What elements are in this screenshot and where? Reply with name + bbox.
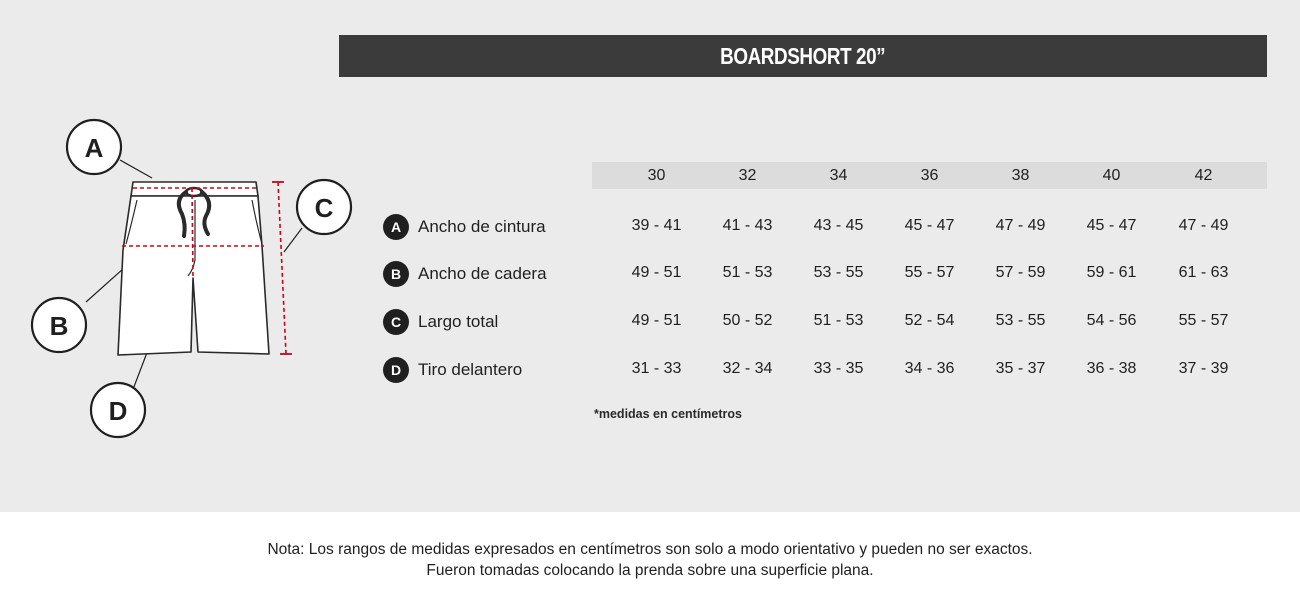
table-cell: 52 - 54	[904, 312, 955, 329]
table-row-hip	[383, 260, 1273, 286]
size-header-cell: 36	[920, 166, 939, 184]
callout-d-letter: D	[108, 396, 128, 426]
callout-d	[91, 383, 145, 437]
row-badge-a: A	[383, 214, 409, 240]
table-cell: 55 - 57	[1178, 312, 1229, 329]
callout-c-leader	[284, 228, 302, 252]
row-label: Largo total	[418, 312, 499, 331]
size-header-cell: 40	[1102, 166, 1121, 184]
table-cell: 43 - 45	[813, 217, 864, 234]
table-cell: 57 - 59	[995, 264, 1046, 281]
table-cell: 39 - 41	[631, 217, 682, 234]
table-cell: 33 - 35	[813, 360, 864, 377]
callout-b-letter: B	[49, 311, 69, 341]
units-footnote: *medidas en centímetros	[594, 407, 742, 421]
table-cell: 50 - 52	[722, 312, 773, 329]
table-cell: 41 - 43	[722, 217, 773, 234]
size-header-cell: 42	[1194, 166, 1213, 184]
size-header-cell: 38	[1011, 166, 1030, 184]
page-title: BOARDSHORT 20”	[720, 42, 886, 69]
table-cell: 54 - 56	[1086, 312, 1137, 329]
size-header-row	[592, 162, 1267, 189]
table-cell: 45 - 47	[1086, 217, 1137, 234]
row-label: Ancho de cadera	[418, 264, 547, 283]
table-cell: 37 - 39	[1178, 360, 1229, 377]
table-cell: 47 - 49	[1178, 217, 1229, 234]
row-badge-c: C	[383, 309, 409, 335]
boardshort-diagram	[0, 100, 380, 460]
table-cell: 49 - 51	[631, 312, 682, 329]
length-measure-line	[278, 182, 286, 354]
table-cell: 45 - 47	[904, 217, 955, 234]
table-cell: 51 - 53	[813, 312, 864, 329]
table-cell: 61 - 63	[1178, 264, 1229, 281]
callout-c	[297, 180, 351, 234]
callout-a	[67, 120, 121, 174]
table-row-waist	[383, 213, 1273, 239]
size-header-cell: 30	[647, 166, 666, 184]
table-cell: 32 - 34	[722, 360, 773, 377]
table-row-length	[383, 308, 1273, 334]
table-cell: 53 - 55	[813, 264, 864, 281]
table-cell: 31 - 33	[631, 360, 682, 377]
row-label: Ancho de cintura	[418, 217, 546, 236]
note-line-1: Nota: Los rangos de medidas expresados en centímetros son solo a modo orientativo y pueden no ser exactos.	[267, 541, 1033, 558]
size-header-cell: 32	[738, 166, 757, 184]
row-label: Tiro delantero	[418, 360, 523, 379]
size-header-cell: 34	[829, 166, 848, 184]
callout-a-leader	[120, 160, 152, 178]
table-cell: 49 - 51	[631, 264, 682, 281]
table-cell: 35 - 37	[995, 360, 1046, 377]
table-cell: 53 - 55	[995, 312, 1046, 329]
table-cell: 51 - 53	[722, 264, 773, 281]
row-badge-d: D	[383, 357, 409, 383]
row-badge-b: B	[383, 261, 409, 287]
callout-a-letter: A	[84, 133, 104, 163]
table-cell: 47 - 49	[995, 217, 1046, 234]
table-cell: 55 - 57	[904, 264, 955, 281]
note-line-2: Fueron tomadas colocando la prenda sobre una superficie plana.	[426, 562, 874, 579]
table-cell: 59 - 61	[1086, 264, 1137, 281]
title-bar	[339, 35, 1267, 77]
callout-b	[32, 298, 86, 352]
table-cell: 34 - 36	[904, 360, 955, 377]
callout-c-letter: C	[314, 193, 334, 223]
table-cell: 36 - 38	[1086, 360, 1137, 377]
table-row-rise	[383, 356, 1273, 382]
